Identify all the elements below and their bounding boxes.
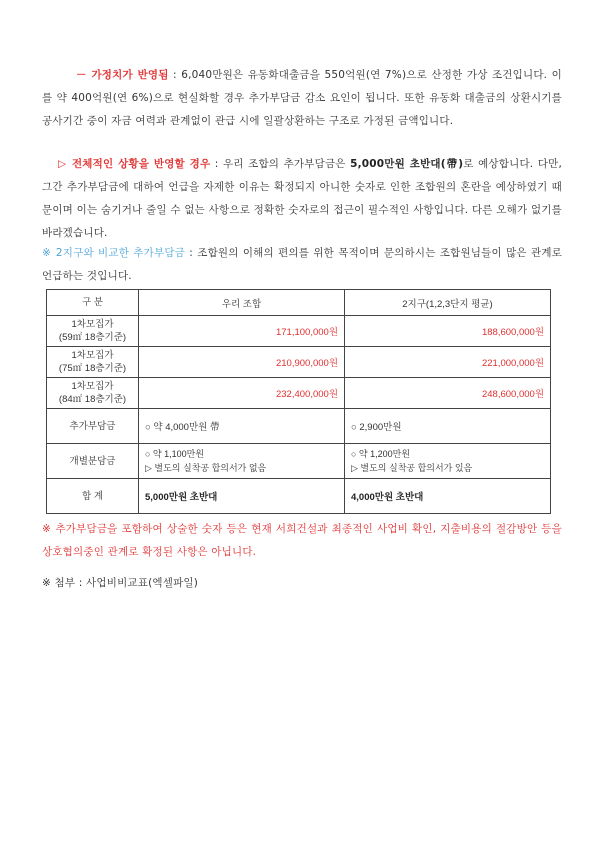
total-label: 합 계	[47, 479, 139, 514]
paragraph-assumption	[42, 64, 562, 133]
table-row-total	[47, 479, 551, 514]
assumption-text: : 6,040만원은 유동화대출금을 550억원(연 7%)으로 산정한 가상 조건입니다. 이를 약 400억원(연 6%)으로 현실화할 경우 추가부담금 감소 요인이 됩니다. 또한 유동화 대출금의 상환시기를 공사기간 중이 자금 여력과 관계없이 관급 시에 일괄상환하는 구조로 가정된 금액입니다.	[42, 69, 562, 127]
compare-text: : 조합원의 이해의 편의를 위한 목적이며 문의하시는 조합원님들이 많은 관계로 언급하는 것입니다.	[42, 247, 563, 282]
header-category: 구 분	[47, 290, 139, 316]
paragraph-overall	[42, 153, 562, 245]
total-district2: 4,000만원 초반대	[345, 479, 551, 514]
table-row	[47, 378, 551, 409]
row-label: 1차모집가 (75㎡ 18층기준)	[47, 347, 139, 378]
table-row-separate	[47, 444, 551, 479]
extra-ours: ○ 약 4,000만원 帶	[139, 409, 345, 444]
header-ours: 우리 조합	[139, 290, 345, 316]
comparison-table	[46, 289, 551, 514]
extra-label: 추가부담금	[47, 409, 139, 444]
separate-label: 개별분담금	[47, 444, 139, 479]
district2-value: 188,600,000원	[345, 316, 551, 347]
district2-value: 248,600,000원	[345, 378, 551, 409]
table-header-row	[47, 290, 551, 316]
row-label: 1차모집가 (59㎡ 18층기준)	[47, 316, 139, 347]
overall-marker: ▷ 전체적인 상황을 반영할 경우	[58, 158, 211, 170]
paragraph-compare	[42, 242, 562, 288]
ours-value: 210,900,000원	[139, 347, 345, 378]
assumption-marker: － 가정치가 반영됨	[76, 69, 169, 81]
separate-district2: ○ 약 1,200만원 ▷ 별도의 실착공 합의서가 있음	[345, 444, 551, 479]
disclaimer-note: ※ 추가부담금을 포함하여 상술한 숫자 등은 현재 서희건설과 최종적인 사업비 확인, 지출비용의 절감방안 등을 상호협의중인 관계로 확정된 사항은 아닙니다.	[42, 523, 562, 558]
header-district2: 2지구(1,2,3단지 평균)	[345, 290, 551, 316]
row-label: 1차모집가 (84㎡ 18층기준)	[47, 378, 139, 409]
overall-text-b: 로 예상합니다. 다만, 그간 추가부담금에 대하여 언급을 자제한 이유는 확정되지 아니한 숫자로 인한 조합원의 혼란을 예상하였기 때문이며 이는 숨기거나 줄일 수 없는 사항으로 정확한 숫자로의 접근이 필수적인 사항입니다. 다른 오해가 없기를 바라겠습니다.	[42, 158, 562, 239]
compare-marker: ※ 2지구와 비교한 추가부담금	[42, 247, 186, 259]
table-row	[47, 316, 551, 347]
overall-bold: 5,000만원 초반대(帶)	[350, 158, 464, 170]
district2-value: 221,000,000원	[345, 347, 551, 378]
table-row-extra	[47, 409, 551, 444]
ours-value: 171,100,000원	[139, 316, 345, 347]
attachment-note: ※ 첨부 : 사업비비교표(엑셀파일)	[42, 577, 199, 589]
extra-district2: ○ 2,900만원	[345, 409, 551, 444]
overall-text-a: : 우리 조합의 추가부담금은	[210, 158, 351, 170]
separate-ours: ○ 약 1,100만원 ▷ 별도의 실착공 합의서가 없음	[139, 444, 345, 479]
table-row	[47, 347, 551, 378]
total-ours: 5,000만원 초반대	[139, 479, 345, 514]
ours-value: 232,400,000원	[139, 378, 345, 409]
